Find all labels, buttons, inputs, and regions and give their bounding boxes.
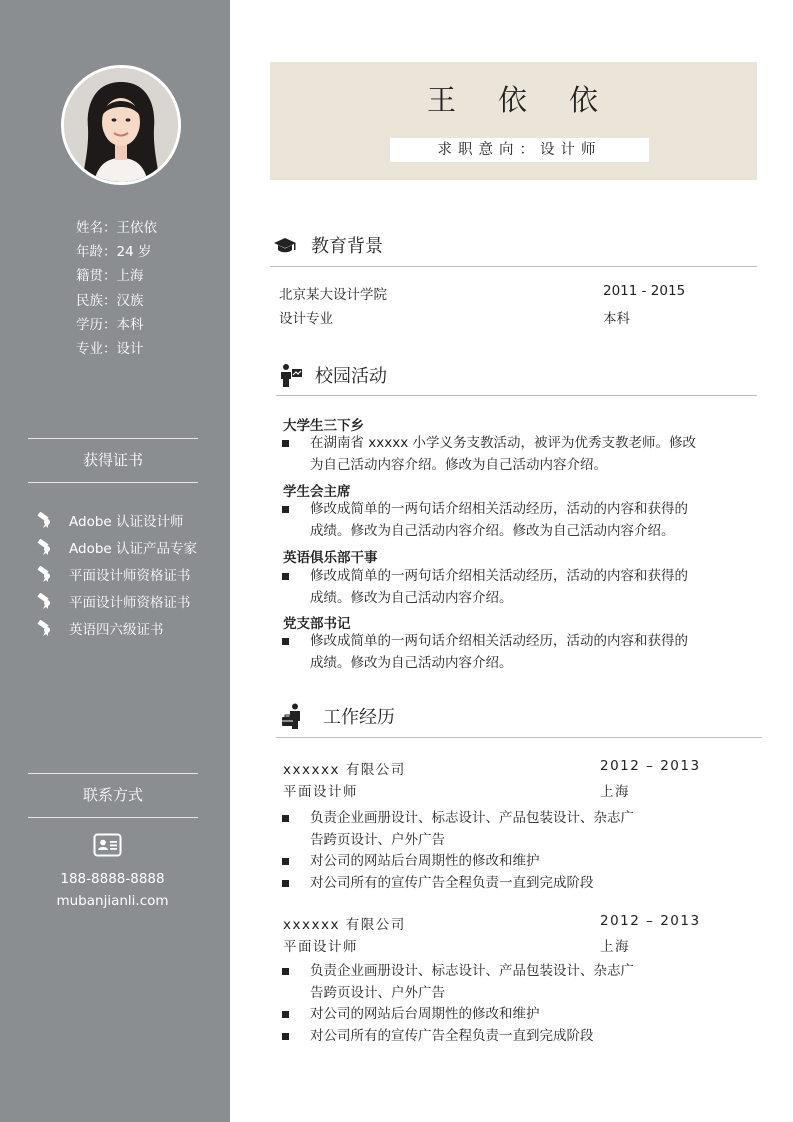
divider <box>276 395 757 396</box>
name-char: 依 <box>569 83 601 117</box>
education-title: 教育背景 <box>311 236 383 257</box>
job-duty <box>310 961 634 1004</box>
education-heading <box>273 232 383 258</box>
contact-title: 联系方式 <box>28 773 198 818</box>
activity-detail <box>310 433 696 476</box>
degree: 本科 <box>603 311 630 327</box>
website: mubanjianli.com <box>56 893 169 909</box>
info-name: 姓名：王依依 <box>76 220 157 236</box>
duty-line: 告跨页设计、户外广告 <box>310 984 445 1001</box>
diploma-icon <box>36 620 54 636</box>
diploma-icon <box>36 539 54 555</box>
duty-line: 负责企业画册设计、标志设计、产品包装设计、杂志广 <box>310 810 634 826</box>
campus-heading <box>279 362 387 388</box>
activity-title: 大学生三下乡 <box>283 418 364 434</box>
detail-line: 为自己活动内容介绍。修改为自己活动内容介绍。 <box>310 456 607 473</box>
duty-line: 负责企业画册设计、标志设计、产品包装设计、杂志广 <box>310 963 634 979</box>
job-role: 平面设计师 <box>283 939 358 955</box>
contact-card-icon <box>93 833 122 857</box>
duty-line: 告跨页设计、户外广告 <box>310 831 445 848</box>
sidebar <box>0 0 230 1122</box>
info-age: 年龄：24 岁 <box>76 244 152 261</box>
job-period: 2012 – 2013 <box>600 758 701 774</box>
info-hometown: 籍贯：上海 <box>76 268 144 285</box>
job-intent: 求职意向：设计师 <box>390 138 649 162</box>
name-char: 王 <box>426 83 458 117</box>
certificate-item <box>36 533 197 560</box>
certificate-list <box>36 506 197 641</box>
company-name: xxxxxx 有限公司 <box>283 762 406 778</box>
certificate-label: 平面设计师资格证书 <box>69 594 191 611</box>
profile-photo <box>61 65 181 185</box>
detail-line: 成绩。修改为自己活动内容介绍。修改为自己活动内容介绍。 <box>310 522 675 539</box>
certificate-label: 英语四六级证书 <box>69 621 164 638</box>
detail-line: 修改成简单的一两句话介绍相关活动经历，活动的内容和获得的 <box>310 633 688 649</box>
job-city: 上海 <box>600 939 630 955</box>
education-period: 2011 - 2015 <box>603 283 686 299</box>
name-banner <box>270 62 757 180</box>
diploma-icon <box>36 512 54 528</box>
job-duty: 对公司所有的宣传广告全程负责一直到完成阶段 <box>310 873 594 895</box>
certificate-item <box>36 614 197 641</box>
name-char: 依 <box>497 83 529 117</box>
detail-line: 在湖南省 xxxxx 小学义务支教活动，被评为优秀支教老师。修改 <box>310 435 697 451</box>
certificate-item <box>36 587 197 614</box>
job-duty: 对公司的网站后台周期性的修改和维护 <box>310 1004 540 1026</box>
company-name: xxxxxx 有限公司 <box>283 917 406 933</box>
certificate-item <box>36 560 197 587</box>
job-duty: 对公司所有的宣传广告全程负责一直到完成阶段 <box>310 1026 594 1048</box>
major: 设计专业 <box>279 311 333 327</box>
info-education: 学历：本科 <box>76 316 144 333</box>
detail-line: 成绩。修改为自己活动内容介绍。 <box>310 654 513 671</box>
diploma-icon <box>36 566 54 582</box>
activity-detail <box>310 566 688 609</box>
certificates-title: 获得证书 <box>28 438 198 483</box>
diploma-icon <box>36 593 54 609</box>
activity-title: 英语俱乐部干事 <box>283 550 378 566</box>
detail-line: 修改成简单的一两句话介绍相关活动经历，活动的内容和获得的 <box>310 568 688 584</box>
campus-title: 校园活动 <box>315 366 387 387</box>
detail-line: 修改成简单的一两句话介绍相关活动经历，活动的内容和获得的 <box>310 501 688 517</box>
certificate-item <box>36 506 197 533</box>
job-duty <box>310 808 634 851</box>
job-role: 平面设计师 <box>283 784 358 800</box>
job-duty: 对公司的网站后台周期性的修改和维护 <box>310 851 540 873</box>
certificate-label: 平面设计师资格证书 <box>69 567 191 584</box>
businessman-icon <box>281 703 307 729</box>
graduation-cap-icon <box>273 236 297 254</box>
school-name: 北京某大设计学院 <box>279 287 387 303</box>
info-major: 专业：设计 <box>76 341 144 358</box>
presenter-icon <box>279 363 303 387</box>
info-ethnicity: 民族：汉族 <box>76 292 144 309</box>
activity-title: 党支部书记 <box>283 616 351 632</box>
detail-line: 成绩。修改为自己活动内容介绍。 <box>310 589 513 606</box>
divider <box>276 737 762 738</box>
work-title: 工作经历 <box>323 707 395 728</box>
certificate-label: Adobe 认证产品专家 <box>69 540 197 557</box>
job-city: 上海 <box>600 784 630 800</box>
certificate-label: Adobe 认证设计师 <box>69 513 184 530</box>
activity-detail <box>310 631 688 674</box>
divider <box>270 266 757 267</box>
personal-info <box>76 216 157 361</box>
job-period: 2012 – 2013 <box>600 913 701 929</box>
work-heading <box>281 703 395 729</box>
activity-title: 学生会主席 <box>283 484 351 500</box>
activity-detail <box>310 499 688 542</box>
full-name <box>270 78 757 119</box>
phone-number: 188-8888-8888 <box>60 871 165 887</box>
